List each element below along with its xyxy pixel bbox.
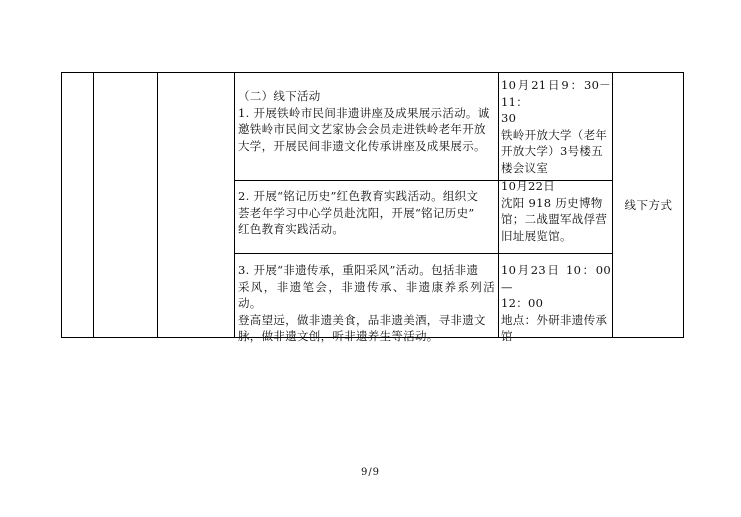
time-place-cell-2: 10月22日 沈阳 918 历史博物 馆；二战盟军战俘营 旧址展览馆。 — [501, 179, 608, 243]
row-divider — [234, 253, 613, 254]
column-divider — [498, 73, 499, 337]
activity-mode-cell: 线下方式 — [624, 198, 673, 212]
page-number: 9/9 — [360, 467, 381, 478]
column-divider — [234, 73, 235, 337]
column-divider — [93, 73, 94, 337]
activity-cell-1: 1. 开展铁岭市民间非遗讲座及成果展示活动。诚 邀铁岭市民间文艺家协会会员走进铁岭老年开放 大学，开展民间非遗文化传承讲座及成果展示。 — [238, 105, 490, 153]
section-heading: （二）线下活动 — [238, 89, 321, 103]
time-place-cell-3: 10月23日 10：00— 12：00 地点：外研非遗传承 馆 — [501, 263, 611, 343]
activity-cell-2: 2. 开展“铭记历史”红色教育实践活动。组织文 荟老年学习中心学员赴沈阳，开展“铭记历史” 红色教育实践活动。 — [238, 189, 479, 236]
activity-cell-3: 3. 开展“非遗传承，重阳采风”活动。包括非遗 采风，非遗笔会，非遗传承、非遗康养系列活动。 登高望远，做非遗美食，品非遗美酒，寻非遗文 脉，做非遗文创，听非遗养生等活动。 — [238, 263, 495, 343]
column-divider — [157, 73, 158, 337]
time-place-cell-1: 10月21日9：30－11： 30 铁岭开放大学（老年 开放大学）3号楼五 楼会议室 — [501, 78, 611, 175]
activity-table — [61, 72, 684, 343]
